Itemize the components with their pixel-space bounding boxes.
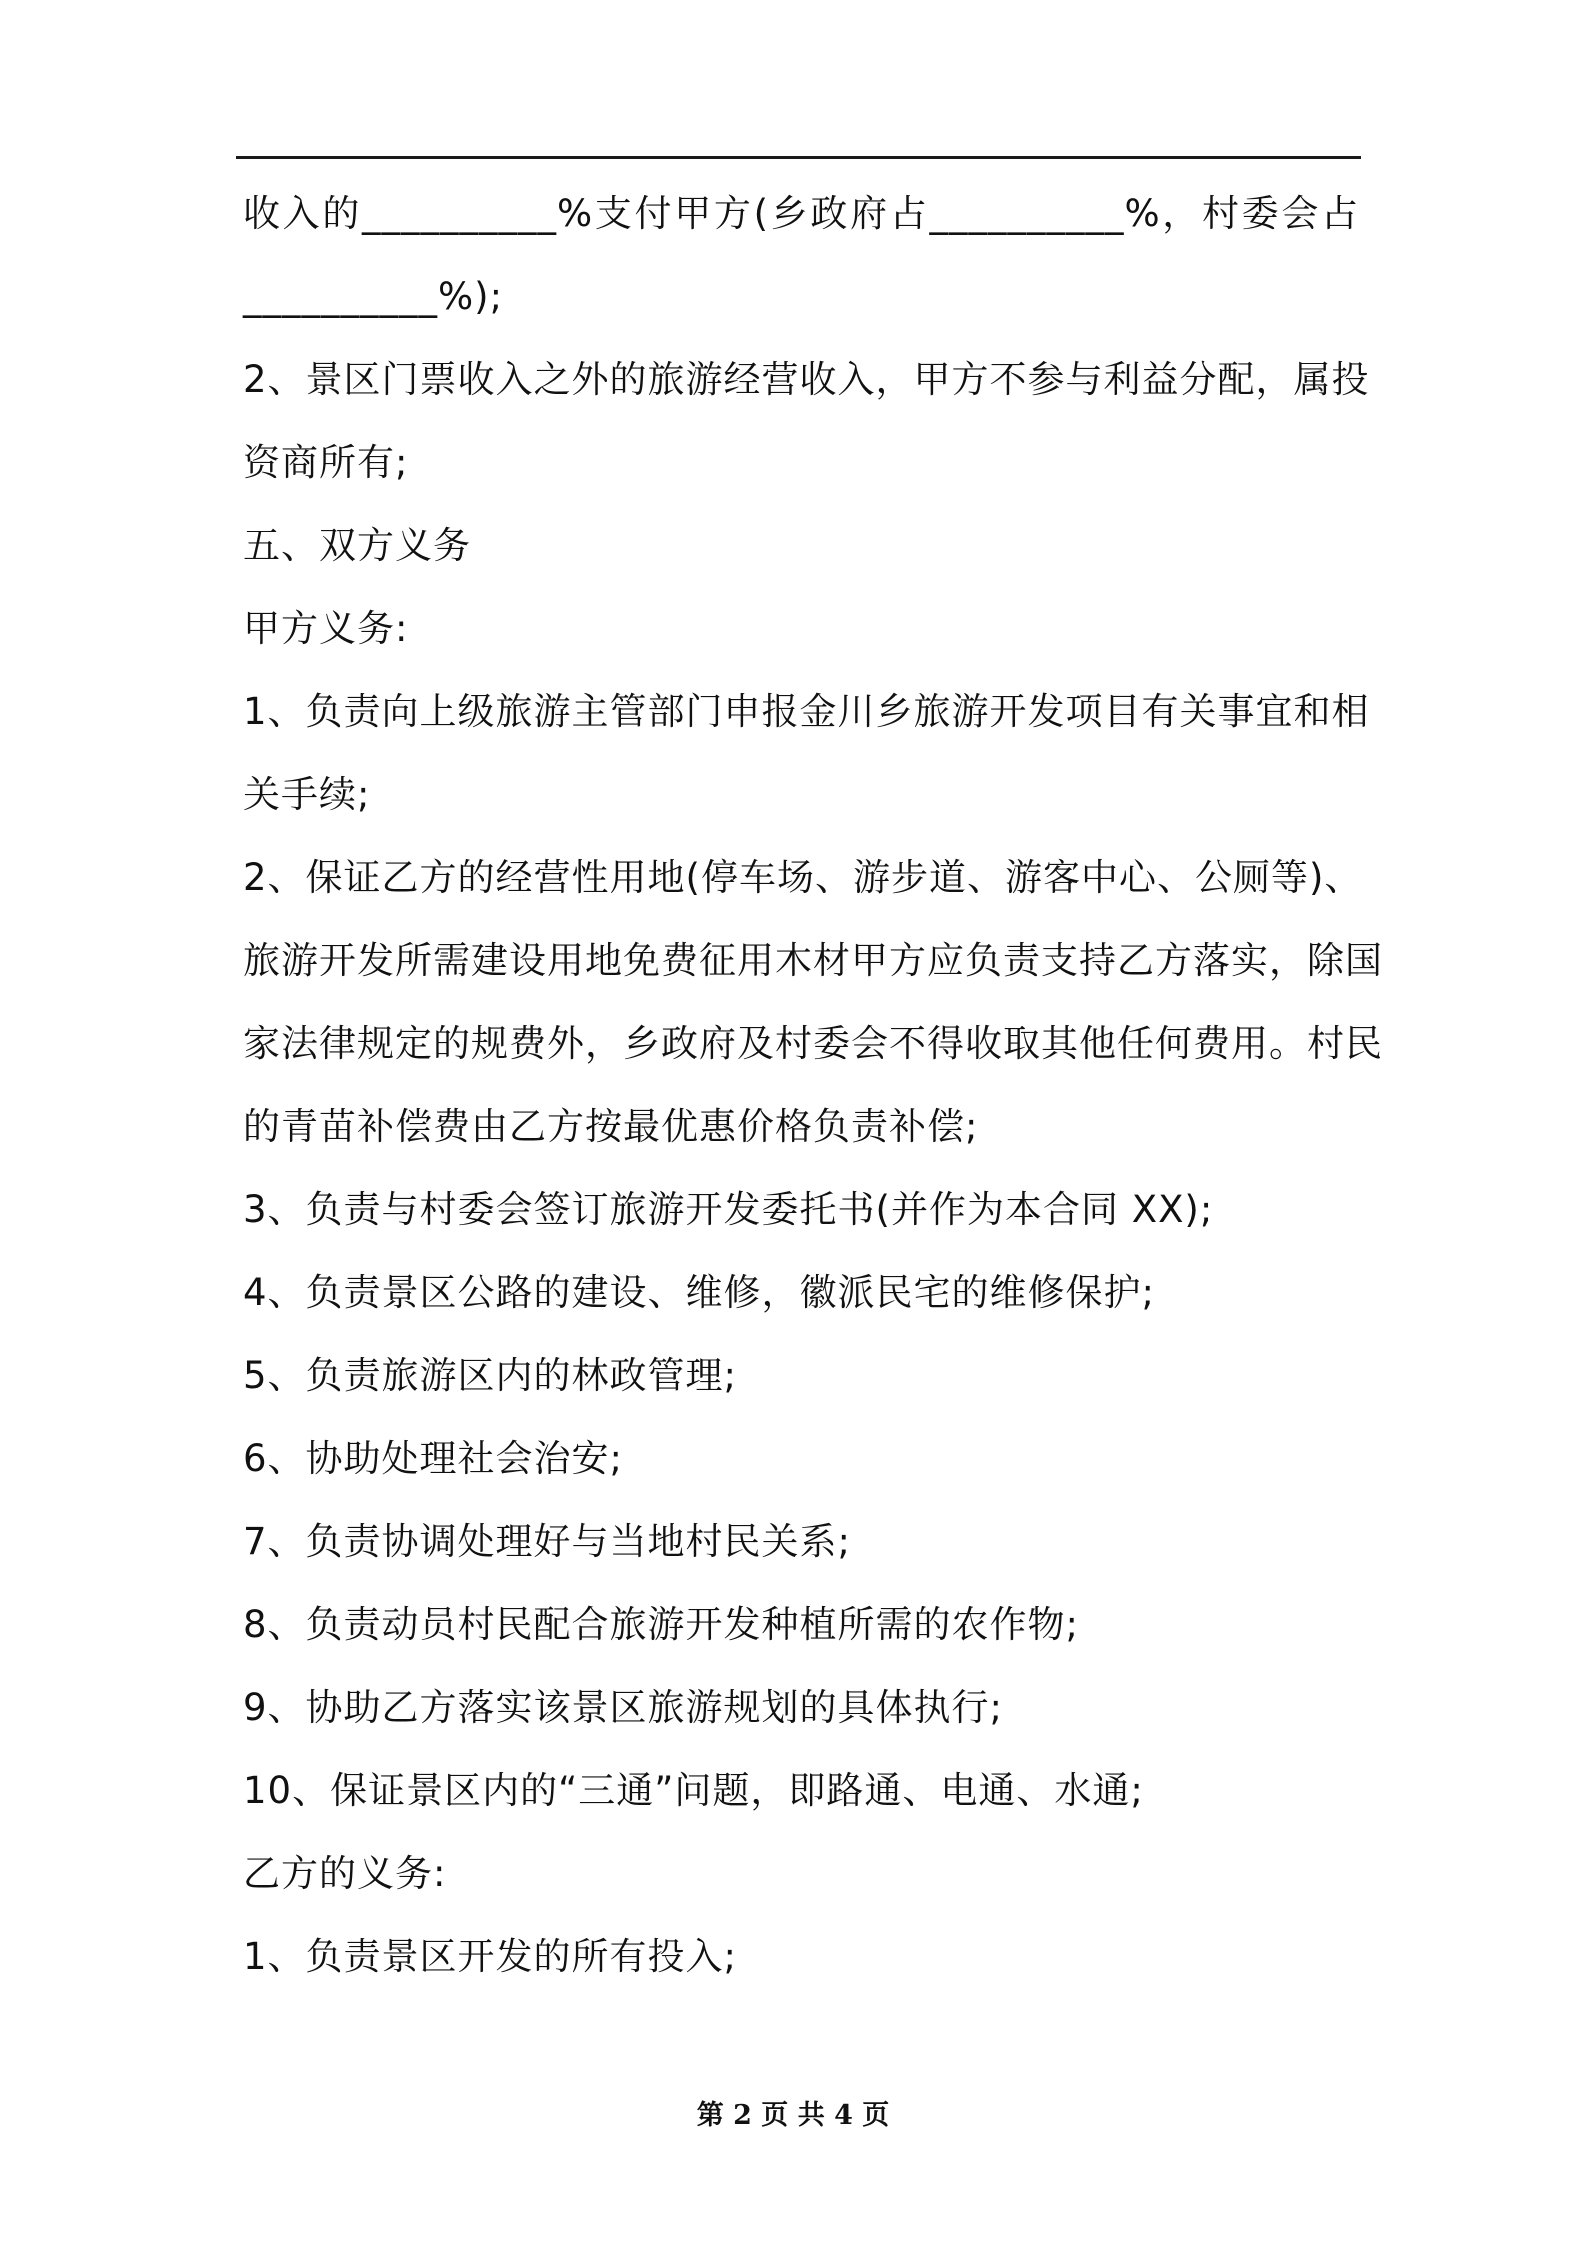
text-line: 旅游开发所需建设用地免费征用木材甲方应负责支持乙方落实，除国 [243, 939, 1383, 982]
text-line: 1、负责景区开发的所有投入; [243, 1935, 738, 1978]
text-line: 6、协助处理社会治安; [243, 1437, 624, 1480]
page-number-footer: 第 2 页 共 4 页 [696, 2100, 890, 2131]
text-line: 的青苗补偿费由乙方按最优惠价格负责补偿; [243, 1105, 979, 1148]
text-line: 2、景区门票收入之外的旅游经营收入，甲方不参与利益分配，属投 [243, 358, 1370, 401]
text-line: 1、负责向上级旅游主管部门申报金川乡旅游开发项目有关事宜和相 [243, 690, 1370, 733]
text-line: 2、保证乙方的经营性用地(停车场、游步道、游客中心、公厕等)、 [243, 856, 1363, 899]
section-heading: 五、双方义务 [243, 524, 471, 567]
text-line: 5、负责旅游区内的林政管理; [243, 1354, 738, 1397]
text-line: __________%); [243, 275, 504, 318]
text-line: 资商所有; [243, 441, 409, 484]
text-line: 9、协助乙方落实该景区旅游规划的具体执行; [243, 1686, 1004, 1729]
text-line: 家法律规定的规费外，乡政府及村委会不得收取其他任何费用。村民 [243, 1022, 1383, 1065]
text-line: 收入的__________%支付甲方(乡政府占__________%，村委会占 [243, 192, 1359, 235]
text-line: 8、负责动员村民配合旅游开发种植所需的农作物; [243, 1603, 1080, 1646]
subsection-heading: 甲方义务: [243, 607, 409, 650]
text-line: 关手续; [243, 773, 371, 816]
header-rule [236, 156, 1361, 159]
text-line: 7、负责协调处理好与当地村民关系; [243, 1520, 852, 1563]
text-line: 10、保证景区内的“三通”问题，即路通、电通、水通; [243, 1769, 1144, 1812]
subsection-heading: 乙方的义务: [243, 1852, 447, 1895]
text-line: 4、负责景区公路的建设、维修，徽派民宅的维修保护; [243, 1271, 1156, 1314]
text-line: 3、负责与村委会签订旅游开发委托书(并作为本合同 XX); [243, 1188, 1214, 1231]
